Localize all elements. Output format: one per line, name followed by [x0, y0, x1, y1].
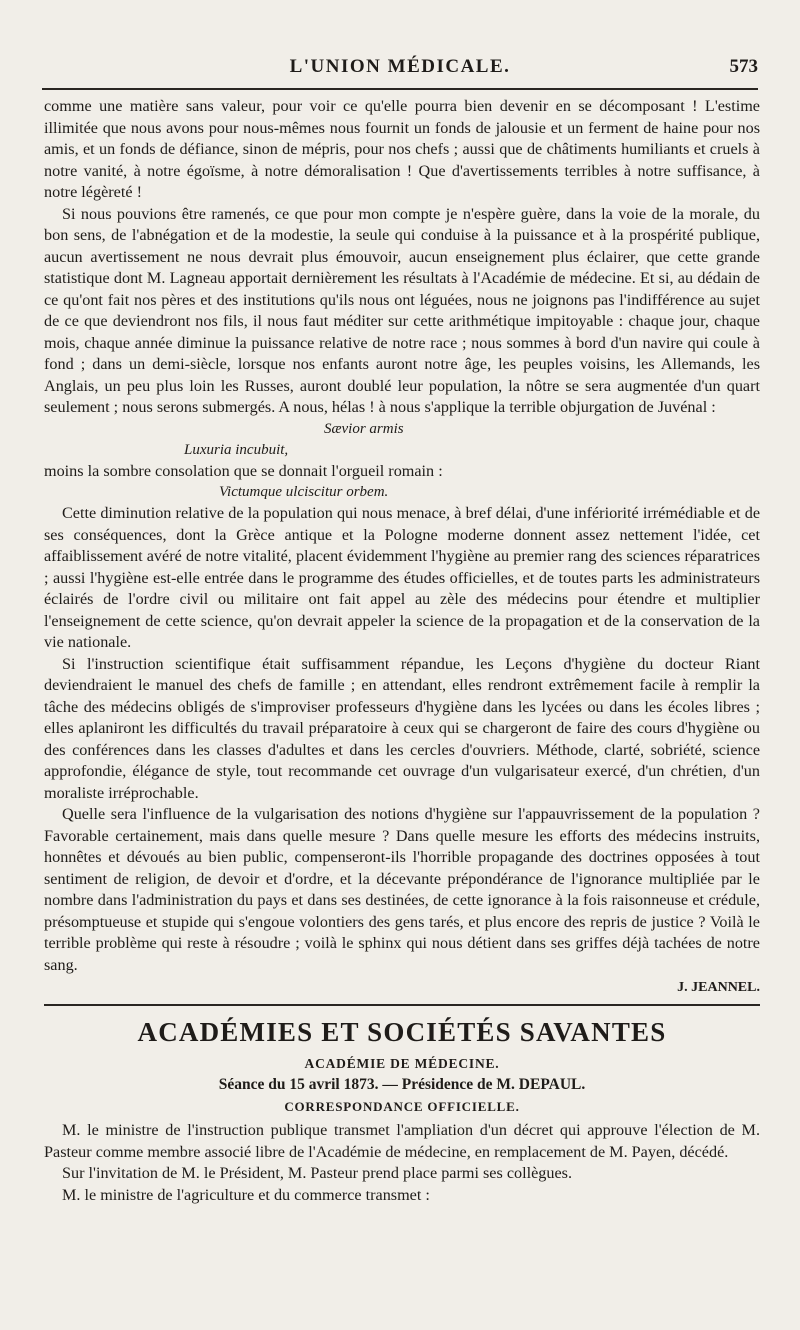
article-paragraph-3: moins la sombre consolation que se donnait l'orgueil romain : [44, 461, 443, 480]
article-paragraph-6: Quelle sera l'influence de la vulgarisation des notions d'hygiène sur l'appauvrissement de la population ? Favorable certainement, mais dans quelle mesure ? Dans quelle mesure les efforts des médecins instruits, honnêtes et dévoués au bien public, compenseront-ils l'horrible propagande des doctrines opposées à tout sentiment de religion, de devoir et d'ordre, et la décevante prépondérance de l'ignorance multipliée par le nombre dans l'administration du pays et dans ses destinées, de cette ignorance à la fois raisonneuse et crédule, présomptueuse et stupide qui s'engoue volontiers des gens tarés, et plus encore des repris de justice ? Voilà le terrible problème qui reste à résoudre ; voilà le sphinx qui nous détient dans ses griffes déjà tachées de notre sang. [44, 805, 760, 974]
section-title: ACADÉMIES ET SOCIÉTÉS SAVANTES [137, 1017, 667, 1047]
page-header [42, 48, 758, 90]
correspondence-heading: CORRESPONDANCE OFFICIELLE. [284, 1099, 520, 1114]
section-paragraph-2: Sur l'invitation de M. le Président, M. Pasteur prend place parmi ses collègues. [62, 1164, 573, 1182]
article-paragraph-1: comme une matière sans valeur, pour voir ce qu'elle pourra bien devenir en se décomposant ! L'estime illimitée que nous avons pour nous-mêmes nous fournit un fonds de jalousie et un ferment de haine pour nos amis, et un fonds de défiance, sinon de mépris, pour nos chefs ; aussi que de châtiments humiliants et cruels à notre vanité, à notre égoïsme, à notre démoralisation ! Que d'avertissements terribles à notre suffisance, à notre légèreté ! [44, 97, 760, 201]
section-paragraph-3: M. le ministre de l'agriculture et du commerce transmet : [62, 1185, 430, 1204]
article-paragraph-5: Si l'instruction scientifique était suffisamment répandue, les Leçons d'hygiène du docteur Riant deviendraient le manuel des chefs de famille ; en attendant, elles rendront extrêmement facile à remplir la tâche des médecins obligés de s'improviser professeurs d'hygiène dans les lycées ou dans les écoles libres ; elles aplaniront les difficultés du travail préparatoire à ceux qui se chargeront de faire des cours d'hygiène ou des conférences dans les classes d'adultes et dans les cercles d'ouvriers. Méthode, clarté, sobriété, science approfondie, élégance de style, tout recommande cet ouvrage d'un vulgarisateur exercé, d'un chrétien, d'un moraliste irréprochable. [44, 654, 760, 802]
running-title: L'UNION MÉDICALE. [289, 56, 511, 77]
latin-quote-1: Sævior armis [324, 420, 404, 437]
page-number: 573 [729, 56, 758, 77]
author-signature: J. JEANNEL. [677, 980, 760, 995]
latin-quote-2: Luxuria incubuit, [184, 441, 289, 458]
page-body [44, 96, 760, 1206]
section-divider [44, 1004, 760, 1006]
session-heading: Séance du 15 avril 1873. — Présidence de M. DEPAUL. [218, 1076, 586, 1093]
academy-heading: ACADÉMIE DE MÉDECINE. [304, 1056, 500, 1071]
article-paragraph-4: Cette diminution relative de la population qui nous menace, à bref délai, d'une infériorité irrémédiable et de ses conséquences, dont la Grèce antique et la Pologne moderne donnent assez nettement l'idée, cet affaiblissement avéré de notre vitalité, placent évidemment l'hygiène au premier rang des sciences réparatrices ; aussi l'hygiène est-elle entrée dans le programme des études officielles, et de toutes parts les administrateurs éclairés de l'ordre civil ou militaire ont fait appel au zèle des médecins pour étendre et multiplier l'enseignement de cette science, qu'on devrait appeler la science de la propagation et de la conservation de la vie nationale. [44, 504, 760, 651]
article-paragraph-2: Si nous pouvions être ramenés, ce que pour mon compte je n'espère guère, dans la voie de la morale, du bon sens, de l'abnégation et de la modestie, la seule qui conduise à la puissance et à la prospérité publique, aucun avertissement ne nous devrait plus émouvoir, aucun enseignement plus éclairer, que cette grande statistique dont M. Lagneau apportait dernièrement les résultats à l'Académie de médecine. Et si, au dédain de ce qu'ont fait nos pères et des institutions qu'ils nous ont léguées, nous ne joignons pas l'indifférence au sujet de ce que deviendront nos fils, il nous faut méditer sur cette arithmétique impitoyable : chaque jour, chaque mois, chaque année diminue la puissance relative de notre race ; nous sommes à bord d'un navire qui coule à fond ; dans un demi-siècle, lorsque nos enfants auront notre âge, les peuples voisins, les Allemands, les Anglais, un peu plus loin les Russes, auront doublé leur population, la nôtre se sera augmentée d'un quart seulement ; nous serons submergés. A nous, hélas ! à nous s'applique la terrible objurgation de Juvénal : [44, 204, 760, 416]
latin-quote-3: Victumque ulciscitur orbem. [219, 484, 389, 500]
section-paragraph-1: M. le ministre de l'instruction publique transmet l'ampliation d'un décret qui approuve l'élection de M. Pasteur comme membre associé libre de l'Académie de médecine, en remplacement de M. Payen, décédé. [44, 1121, 760, 1161]
